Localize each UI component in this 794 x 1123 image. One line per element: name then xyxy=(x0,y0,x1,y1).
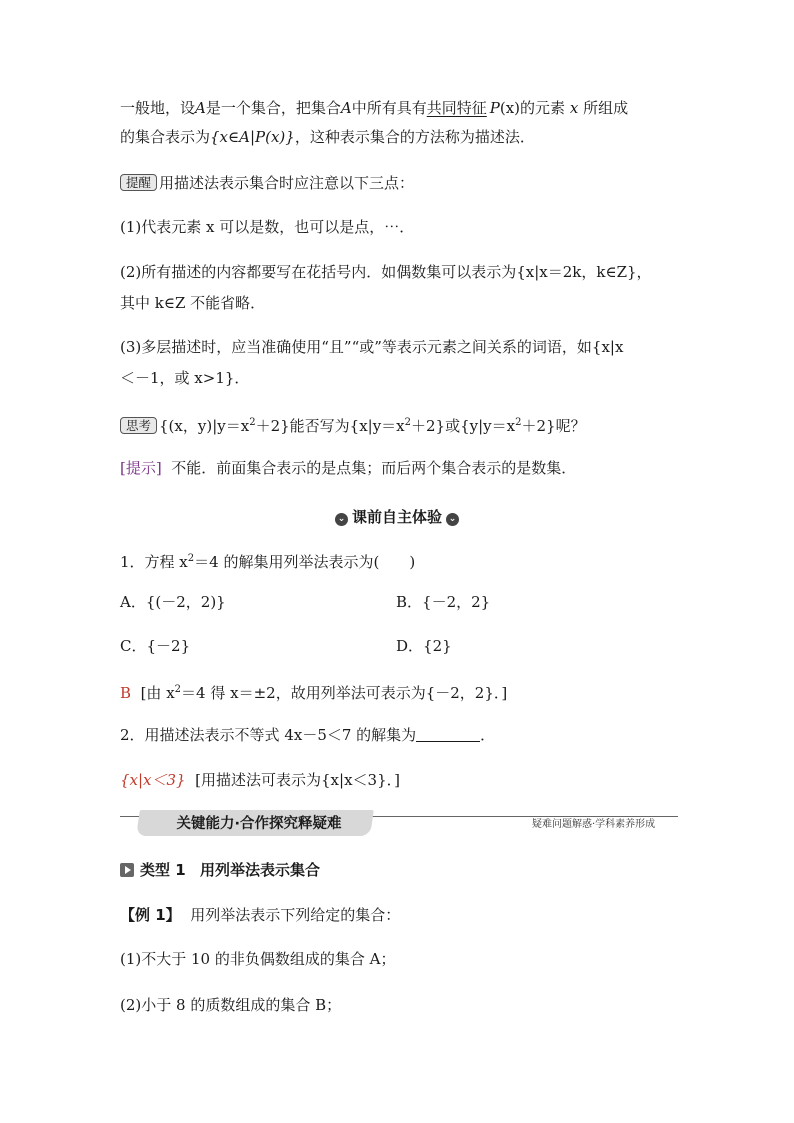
q1-answer-line xyxy=(120,680,507,703)
think-tag: 思考 xyxy=(120,417,157,434)
var-p: P xyxy=(489,99,500,117)
q2-answer-line xyxy=(120,770,400,790)
think-text: ＋2}呢？ xyxy=(521,417,586,435)
def-text: 所组成 xyxy=(583,99,629,117)
think-text: ＋2}能否写为{x|y＝x xyxy=(255,417,405,435)
def-text: (x) xyxy=(499,99,521,117)
set-builder-expression: {x∈A|P(x)} xyxy=(210,128,295,146)
def-text: 一般地，设 xyxy=(120,99,196,117)
var-x: x xyxy=(569,99,579,117)
reminder-point-3-line-2: ＜－1，或 x>1}． xyxy=(120,369,250,387)
answer-blank xyxy=(416,727,480,742)
q2-text: ． xyxy=(480,726,496,744)
reminder-point-3-line-1: (3)多层描述时，应当准确使用“且”“或”等表示元素之间关系的词语，如{x|x xyxy=(120,338,624,356)
hint-tag: [提示] xyxy=(120,459,162,477)
definition-line-1 xyxy=(120,98,628,118)
q1-explanation: ＝4 得 x＝±2，故用列举法可表示为{－2，2}．] xyxy=(181,684,508,702)
q2-stem xyxy=(120,725,495,745)
example-text: 用列举法表示下列给定的集合： xyxy=(190,906,401,924)
superscript: 2 xyxy=(187,553,195,564)
reminder-tag: 提醒 xyxy=(120,174,157,191)
example-part-1: (1)不大于 10 的非负偶数组成的集合 A； xyxy=(120,950,396,968)
superscript: 2 xyxy=(174,684,182,695)
section-title: 课前自主体验 xyxy=(351,508,442,526)
superscript: 2 xyxy=(515,417,522,428)
band-title: 关键能力·合作探究释疑难 xyxy=(176,816,342,832)
q1-text: ＝4 的解集用列举法表示为( ) xyxy=(194,553,416,571)
reminder-point-2-line-2: 其中 k∈Z 不能省略． xyxy=(120,294,266,312)
def-text: 的元素 xyxy=(520,99,566,117)
q2-explanation: [用描述法可表示为{x|x＜3}．] xyxy=(195,771,400,789)
hint-text: 不能．前面集合表示的是点集；而后两个集合表示的是数集． xyxy=(171,459,577,477)
type-heading xyxy=(120,860,320,880)
var-a: A xyxy=(340,99,352,117)
band-subtitle: 疑难问题解惑·学科素养形成 xyxy=(532,819,656,830)
def-text: 的集合表示为 xyxy=(120,128,211,146)
def-text: ，这种表示集合的方法称为描述法． xyxy=(294,128,535,146)
section-heading xyxy=(0,507,794,527)
common-feature-underlined: 共同特征 xyxy=(426,99,487,117)
q2-text: 2．用描述法表示不等式 4x－5＜7 的解集为 xyxy=(120,726,417,744)
example-part-2: (2)小于 8 的质数组成的集合 B； xyxy=(120,996,342,1014)
var-a: A xyxy=(195,99,206,117)
q1-stem xyxy=(120,549,415,572)
reminder-heading xyxy=(120,173,414,193)
type-label: 类型 1 xyxy=(140,861,186,879)
play-triangle-icon xyxy=(120,863,134,877)
hint-line xyxy=(120,458,576,478)
reminder-point-1: (1)代表元素 x 可以是数，也可以是点，⋯． xyxy=(120,218,415,236)
reminder-text: 用描述法表示集合时应注意以下三点： xyxy=(159,174,415,192)
superscript: 2 xyxy=(404,417,412,428)
example-label: 【例 1】 xyxy=(120,906,181,924)
q1-option-a: A．{(－2，2)} xyxy=(120,593,226,611)
type-title: 用列举法表示集合 xyxy=(199,861,320,879)
definition-line-2 xyxy=(120,127,535,147)
q1-answer: B xyxy=(120,684,132,702)
q1-option-c: C．{－2} xyxy=(120,637,191,655)
q1-text: 1．方程 x xyxy=(120,553,188,571)
superscript: 2 xyxy=(249,417,256,428)
example-heading xyxy=(120,905,400,925)
q1-option-d: D．{2} xyxy=(396,637,452,655)
def-text: 是一个集合，把集合 xyxy=(205,99,341,117)
reminder-point-2-line-1: (2)所有描述的内容都要写在花括号内．如偶数集可以表示为{x|x＝2k，k∈Z}， xyxy=(120,263,652,281)
chevron-down-icon: ⌄ xyxy=(335,513,348,526)
chevron-down-icon: ⌄ xyxy=(446,513,459,526)
def-text: 中所有具有 xyxy=(351,99,427,117)
think-question xyxy=(120,413,586,436)
q1-explanation: [由 x xyxy=(140,684,175,702)
q1-option-b: B．{－2，2} xyxy=(396,593,491,611)
q2-answer: {x|x＜3} xyxy=(120,771,186,789)
think-text: {(x，y)|y＝x xyxy=(159,417,250,435)
think-text: ＋2}或{y|y＝x xyxy=(411,417,516,435)
